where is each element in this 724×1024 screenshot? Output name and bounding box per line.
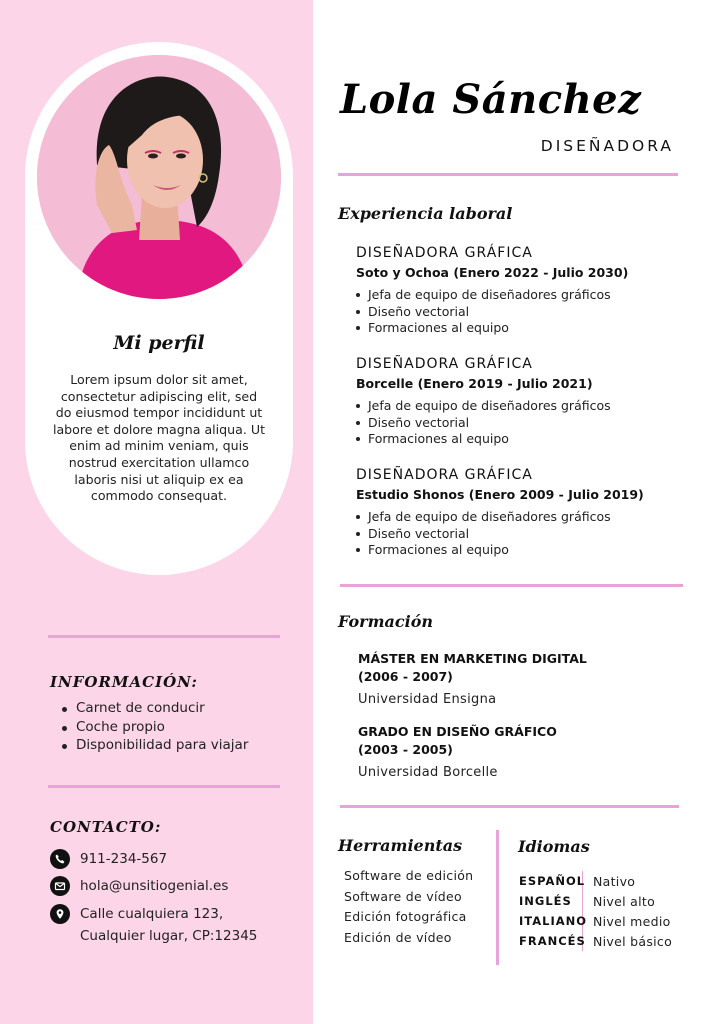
job-title: DISEÑADORA GRÁFICA bbox=[356, 245, 533, 261]
section-divider bbox=[340, 584, 683, 587]
language-level: Nativo bbox=[593, 873, 636, 889]
phone-number[interactable]: 911-234-567 bbox=[80, 851, 168, 867]
contact-address bbox=[50, 904, 257, 947]
job-duty: Formaciones al equipo bbox=[356, 542, 696, 559]
info-heading: INFORMACIÓN: bbox=[50, 673, 198, 691]
profile-title: Mi perfil bbox=[113, 332, 205, 354]
language-level: Nivel básico bbox=[593, 933, 673, 949]
language-row bbox=[519, 931, 672, 951]
job-title: DISEÑADORA GRÁFICA bbox=[356, 356, 533, 372]
column-divider bbox=[496, 830, 499, 965]
contact-phone bbox=[50, 849, 167, 870]
section-divider bbox=[340, 805, 679, 808]
job-duties bbox=[356, 398, 696, 448]
address-line: Cualquier lugar, CP:12345 bbox=[80, 928, 258, 944]
location-pin-icon bbox=[50, 904, 70, 924]
job-duty: Formaciones al equipo bbox=[356, 431, 696, 448]
candidate-role: DISEÑADORA bbox=[540, 137, 674, 155]
info-item: Coche propio bbox=[60, 719, 248, 738]
job-duties bbox=[356, 287, 696, 337]
sidebar-divider bbox=[48, 785, 280, 788]
job-duties bbox=[356, 509, 696, 559]
education-school: Universidad Borcelle bbox=[358, 765, 498, 780]
tool-item: Software de vídeo bbox=[344, 888, 462, 904]
header-divider bbox=[338, 173, 678, 176]
job-entry bbox=[356, 245, 696, 337]
info-item: Carnet de conducir bbox=[60, 700, 248, 719]
languages-heading: Idiomas bbox=[518, 837, 590, 856]
job-duty: Jefa de equipo de diseñadores gráficos bbox=[356, 287, 696, 304]
email-icon bbox=[50, 876, 70, 896]
education-heading: Formación bbox=[338, 612, 434, 631]
job-title: DISEÑADORA GRÁFICA bbox=[356, 467, 533, 483]
language-name: ESPAÑOL bbox=[519, 871, 583, 891]
phone-icon bbox=[50, 849, 70, 869]
job-company: Soto y Ochoa (Enero 2022 - Julio 2030) bbox=[356, 265, 629, 280]
job-entry bbox=[356, 356, 696, 448]
job-entry bbox=[356, 467, 696, 559]
contact-heading: CONTACTO: bbox=[50, 818, 162, 836]
language-level: Nivel medio bbox=[593, 913, 671, 929]
email-address[interactable]: hola@unsitiogenial.es bbox=[80, 878, 229, 894]
languages-list bbox=[519, 871, 672, 951]
job-company: Borcelle (Enero 2019 - Julio 2021) bbox=[356, 376, 593, 391]
job-duty: Formaciones al equipo bbox=[356, 320, 696, 337]
candidate-name: Lola Sánchez bbox=[340, 76, 642, 123]
profile-summary: Lorem ipsum dolor sit amet, consectetur adipiscing elit, sed do eiusmod tempor incididunt ut labore et dolore magna aliqua. Ut enim ad minim veniam, quis nostrud exercitation ullamco laboris nisi ut aliquip ex ea commodo consequat. bbox=[52, 372, 266, 504]
job-duty: Jefa de equipo de diseñadores gráficos bbox=[356, 509, 696, 526]
job-duty: Diseño vectorial bbox=[356, 304, 696, 321]
job-duty: Diseño vectorial bbox=[356, 415, 696, 432]
education-entry bbox=[358, 650, 678, 710]
education-years: (2006 - 2007) bbox=[358, 669, 453, 684]
contact-email bbox=[50, 876, 228, 897]
education-degree: GRADO EN DISEÑO GRÁFICO bbox=[358, 724, 557, 739]
language-name: ITALIANO bbox=[519, 911, 583, 931]
sidebar-divider bbox=[48, 635, 280, 638]
tool-item: Software de edición bbox=[344, 868, 474, 883]
info-item: Disponibilidad para viajar bbox=[60, 737, 248, 756]
address-line: Calle cualquiera 123, bbox=[80, 906, 224, 922]
language-name: INGLÉS bbox=[519, 891, 583, 911]
experience-heading: Experiencia laboral bbox=[338, 204, 513, 223]
language-row bbox=[519, 911, 672, 931]
address-text bbox=[80, 903, 257, 947]
language-level: Nivel alto bbox=[593, 893, 656, 909]
education-school: Universidad Ensigna bbox=[358, 692, 497, 707]
profile-photo bbox=[37, 55, 281, 299]
job-company: Estudio Shonos (Enero 2009 - Julio 2019) bbox=[356, 487, 644, 502]
tools-list bbox=[344, 868, 473, 950]
info-list bbox=[60, 700, 248, 756]
job-duty: Jefa de equipo de diseñadores gráficos bbox=[356, 398, 696, 415]
tool-item: Edición fotográfica bbox=[344, 909, 467, 924]
tool-item: Edición de vídeo bbox=[344, 929, 452, 945]
education-years: (2003 - 2005) bbox=[358, 742, 453, 757]
education-degree: MÁSTER EN MARKETING DIGITAL bbox=[358, 651, 587, 666]
job-duty: Diseño vectorial bbox=[356, 526, 696, 543]
language-row bbox=[519, 891, 672, 911]
language-row bbox=[519, 871, 672, 891]
language-name: FRANCÉS bbox=[519, 931, 583, 951]
tools-heading: Herramientas bbox=[338, 836, 463, 855]
education-entry bbox=[358, 723, 678, 783]
